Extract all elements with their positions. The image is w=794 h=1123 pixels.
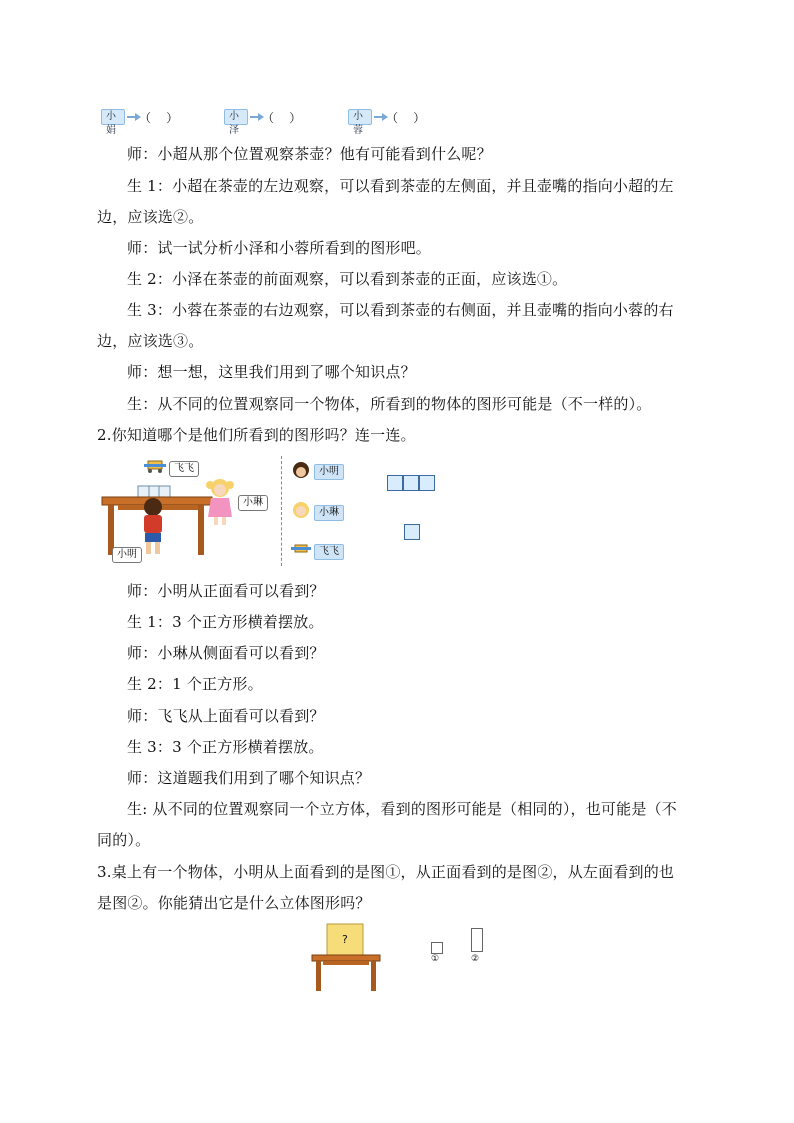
text-line: 生: 从不同的位置观察同一个立方体，看到的图形可能是（相同的），也可能是（不	[127, 800, 677, 818]
label-xiaolin: 小琳	[238, 495, 268, 511]
name-tag: 小蓉	[348, 109, 372, 125]
arrow-icon	[374, 112, 384, 122]
boy-figure	[144, 498, 162, 554]
question-2: 2.你知道哪个是他们所看到的图形吗？连一连。	[97, 426, 416, 444]
text-line: 师：小超从那个位置观察茶壶？他有可能看到什么呢？	[127, 145, 492, 163]
box-question-mark: ?	[342, 933, 348, 946]
label-xiaoming: 小明	[112, 547, 142, 563]
answer-item-1	[101, 108, 179, 136]
view-2-rectangle	[471, 928, 483, 952]
text-line: 师：飞飞从上面看可以看到？	[127, 707, 325, 725]
name-tag: 小泽	[224, 109, 248, 125]
square	[403, 475, 419, 491]
option-xiaoming[interactable]: 小明	[314, 464, 344, 480]
text-line: 边，应该选②。	[97, 208, 204, 226]
text-line: 师：小明从正面看可以看到？	[127, 582, 325, 600]
plane-icon	[144, 461, 166, 473]
text-line: 生 3：小蓉在茶壶的右边观察，可以看到茶壶的右侧面，并且壶嘴的指向小蓉的右	[127, 301, 674, 319]
question-3: 3.桌上有一个物体，小明从上面看到的是图①，从正面看到的是图②，从左面看到的也	[97, 863, 675, 881]
text-line: 生 2：1 个正方形。	[127, 675, 263, 693]
figure-mystery-object	[310, 922, 510, 994]
table-with-box	[310, 922, 390, 994]
text-line: 生 1：3 个正方形横着摆放。	[127, 613, 324, 631]
view-1-square	[431, 942, 443, 954]
cube-row-object	[138, 486, 170, 498]
figure-views-scene	[98, 455, 458, 567]
plane-icon	[290, 542, 312, 558]
option-feifei[interactable]: 飞飞	[314, 544, 344, 560]
text-line: 同的）。	[97, 831, 151, 849]
arrow-icon	[250, 112, 260, 122]
text-line: 师：小琳从侧面看可以看到？	[127, 644, 325, 662]
text-line: 生 3：3 个正方形横着摆放。	[127, 738, 324, 756]
one-square-view[interactable]	[404, 524, 420, 540]
square	[419, 475, 435, 491]
option-xiaolin[interactable]: 小琳	[314, 505, 344, 521]
answer-blank: （ ）	[139, 110, 179, 125]
text-line: 边，应该选③。	[97, 332, 204, 350]
text-line: 师：这道题我们用到了哪个知识点？	[127, 769, 371, 787]
boy-head-icon	[291, 460, 311, 480]
text-line: 生：从不同的位置观察同一个物体，所看到的物体的图形可能是（不一样的）。	[127, 395, 652, 413]
view-1-label: ①	[431, 954, 440, 964]
text-line: 生 2：小泽在茶壶的前面观察，可以看到茶壶的正面，应该选①。	[127, 270, 568, 288]
answer-item-3	[348, 108, 426, 136]
text-line: 生 1：小超在茶壶的左边观察，可以看到茶壶的左侧面，并且壶嘴的指向小超的左	[127, 177, 674, 195]
answer-blank: （ ）	[262, 110, 302, 125]
answer-item-2	[224, 108, 302, 136]
view-2-label: ②	[471, 954, 480, 964]
divider-line	[281, 456, 282, 566]
arrow-icon	[127, 112, 137, 122]
square	[387, 475, 403, 491]
label-feifei: 飞飞	[169, 461, 199, 477]
name-tag: 小娟	[101, 109, 125, 125]
answer-blank: （ ）	[386, 110, 426, 125]
girl-head-icon	[291, 500, 311, 520]
text-line: 是图②。你能猜出它是什么立体图形吗？	[97, 894, 371, 912]
text-line: 师：试一试分析小泽和小蓉所看到的图形吧。	[127, 239, 432, 257]
text-line: 师：想一想，这里我们用到了哪个知识点？	[127, 363, 416, 381]
